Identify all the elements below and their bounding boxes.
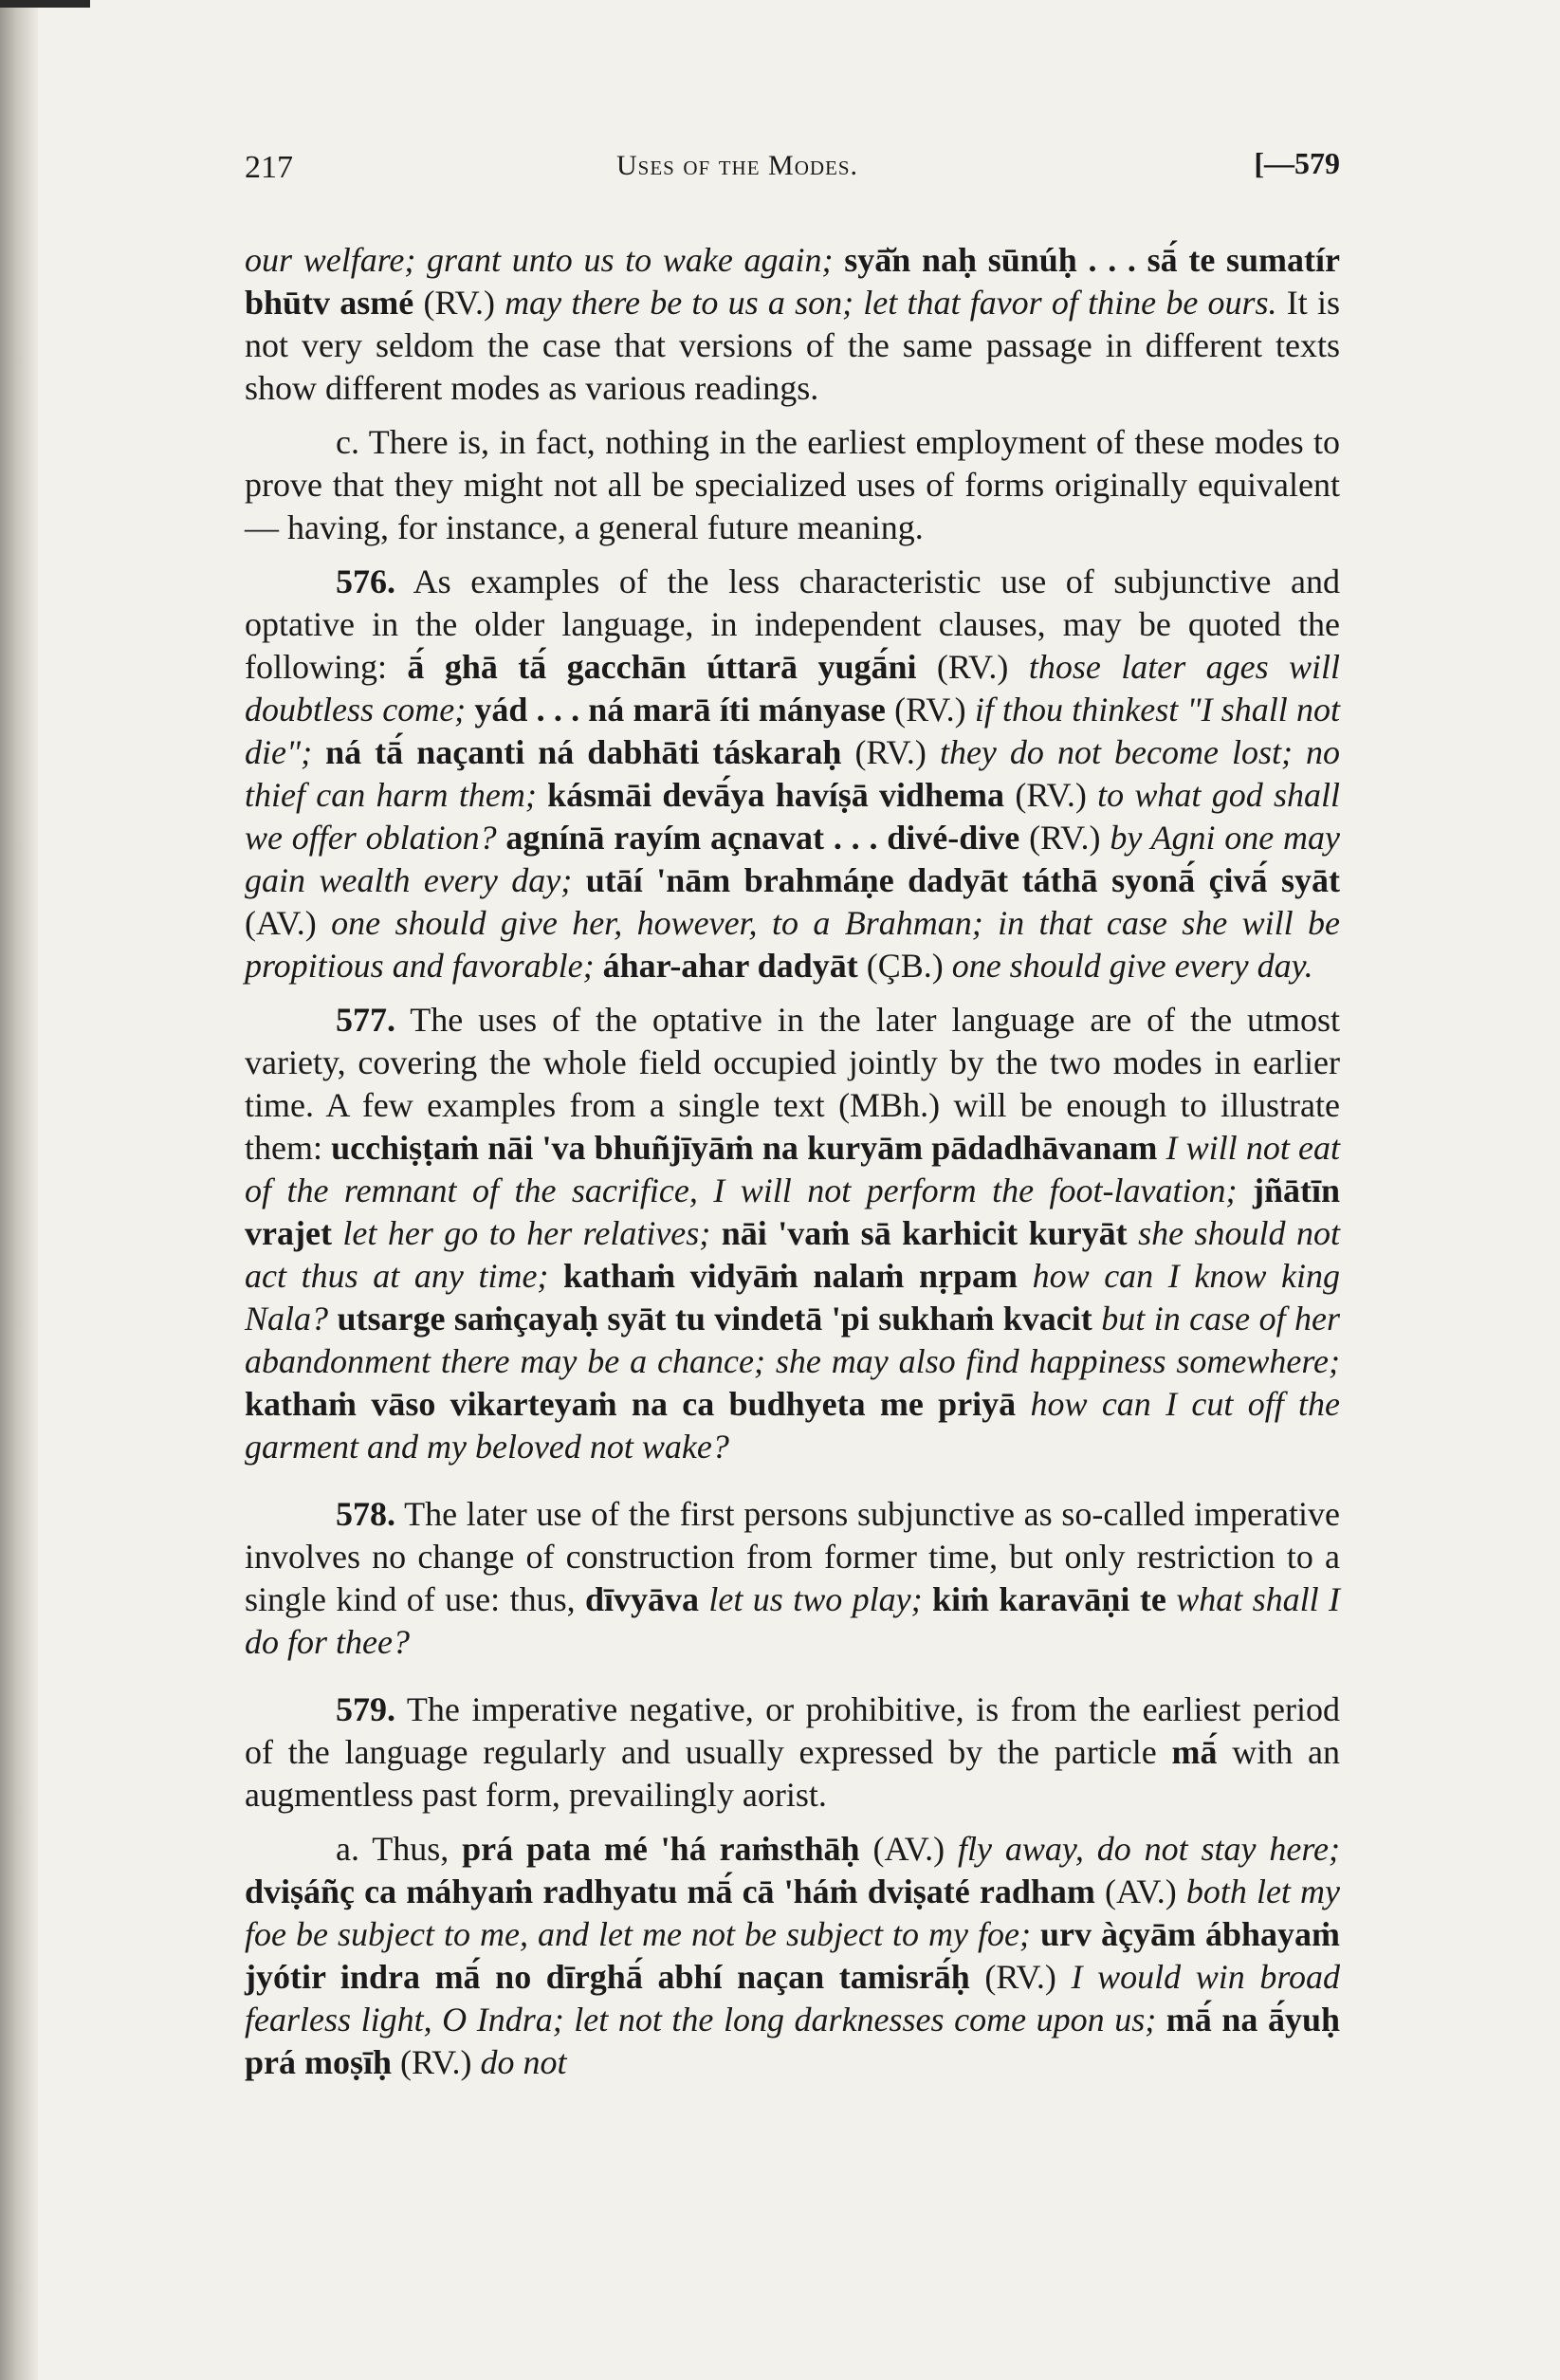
translation-text: let us two play; [708, 1580, 923, 1618]
prose-text: The later use of the first persons subjunctive as so-called imperative involves no change of construction from former time, but only restriction to a single kind of use: thus, [245, 1495, 1340, 1618]
prose-text: As examples of the less characteristic use of subjunctive and optative in the older language, in independent clauses, may be quoted the following: [245, 563, 1340, 686]
sanskrit-text: kiṁ karavāṇi te [932, 1580, 1166, 1618]
section-number: 576. [336, 563, 395, 600]
translation-text: I will not eat of the remnant of the sacrifice, I will not perform the foot-lavation; [245, 1129, 1340, 1209]
translation-text: do not [480, 2043, 567, 2081]
translation-text: they do not become lost; no thief can harm them; [245, 733, 1340, 814]
prose-text: The uses of the optative in the later language are of the utmost variety, covering the whole field occupied jointly by the two modes in earlier time. A few examples from a single text (MBh.) will be enough to illustrate them: [245, 1001, 1340, 1167]
scan-edge-mark [0, 0, 90, 8]
translation-text: one should give every day. [951, 947, 1313, 985]
paragraph-578 [245, 1493, 1340, 1664]
translation-text: how can I cut off the garment and my beloved not wake? [245, 1385, 1340, 1466]
sanskrit-text: ná tā́ naçanti ná dabhāti táskaraḥ [325, 733, 842, 771]
paragraph-continuation [245, 239, 1340, 410]
prose-text: (ÇB.) [866, 947, 944, 985]
prose-text: It is not very seldom the case that versions of the same passage in different texts show different modes as various readings. [245, 284, 1340, 407]
sanskrit-text: jñātīn vrajet [245, 1172, 1340, 1252]
book-page [245, 133, 1340, 2084]
translation-text: what shall I do for thee? [245, 1580, 1341, 1661]
translation-text: by Agni one may gain wealth every day; [245, 819, 1341, 899]
prose-text: (RV.) [1015, 776, 1087, 814]
sanskrit-text: áhar-ahar dadyāt [602, 947, 858, 985]
sanskrit-text: kathaṁ vāso vikarteyaṁ na ca budhyeta me priyā [245, 1385, 1017, 1423]
page-number: 217 [245, 150, 293, 185]
paragraph-579 [245, 1688, 1340, 1817]
paragraph-576 [245, 561, 1340, 987]
translation-text: our welfare; grant unto us to wake again; [245, 241, 834, 279]
sanskrit-text: dviṣáñç ca máhyaṁ radhyatu mā́ cā 'háṁ dviṣaté radham [245, 1873, 1095, 1910]
prose-text: (RV.) [984, 1958, 1056, 1996]
prose-text: (RV.) [854, 733, 927, 771]
sanskrit-text: mā́ [1171, 1733, 1218, 1771]
section-number: 578. [336, 1495, 395, 1533]
page-body [245, 239, 1340, 2084]
book-spine-shadow [0, 0, 38, 2380]
prose-text: (RV.) [1029, 819, 1101, 857]
translation-text: both let my foe be subject to me, and let me not be subject to my foe; [245, 1873, 1341, 1953]
translation-text: I would win broad fearless light, O Indra; let not the long darknesses come upon us; [245, 1958, 1341, 2039]
sanskrit-text: ucchiṣṭaṁ nāi 'va bhuñjīyāṁ na kuryām pādadhāvanam [331, 1129, 1158, 1167]
sanskrit-text: urv àçyām ábhayaṁ jyótir indra mā́ no dīrghā́ abhí naçan tamisrā́ḥ [245, 1915, 1341, 1996]
running-title: Uses of the Modes. [616, 150, 859, 181]
paragraph-579a [245, 1828, 1340, 2084]
sanskrit-text: syā̆n naḥ sūnúḥ . . . sā́ te sumatír bhūtv asmé [245, 241, 1340, 322]
prose-text: The imperative negative, or prohibitive, is from the earliest period of the language regularly and usually expressed by the particle [245, 1690, 1340, 1771]
paragraph-577 [245, 999, 1340, 1468]
running-header [245, 133, 1340, 190]
sanskrit-text: utāí 'nām brahmáṇe dadyāt táthā syonā́ çivā́ syāt [585, 861, 1341, 899]
translation-text: how can I know king Nala? [245, 1257, 1340, 1338]
prose-text: c. There is, in fact, nothing in the earliest employment of these modes to prove that they might not all be specialized uses of forms originally equivalent — having, for instance, a general future meaning. [245, 423, 1340, 546]
sanskrit-text: prá pata mé 'há raṁsthāḥ [462, 1830, 860, 1868]
section-number: 579. [336, 1690, 395, 1728]
prose-text: (RV.) [400, 2043, 472, 2081]
sanskrit-text: ā́ ghā tā́ gacchān úttarā yugā́ni [407, 648, 917, 686]
prose-text: with an augmentless past form, prevailingly aorist. [245, 1733, 1341, 1814]
translation-text: she should not act thus at any time; [245, 1214, 1341, 1295]
translation-text: but in case of her abandonment there may be a chance; she may also find happiness somewhere; [245, 1300, 1341, 1380]
translation-text: let her go to her relatives; [342, 1214, 711, 1252]
translation-text: to what god shall we offer oblation? [245, 776, 1341, 857]
translation-text: fly away, do not stay here; [958, 1830, 1340, 1868]
translation-text: those later ages will doubtless come; [245, 648, 1341, 729]
prose-text: (RV.) [894, 691, 966, 729]
paragraph-c [245, 421, 1340, 549]
sanskrit-text: yád . . . ná marā íti mányase [474, 691, 886, 729]
prose-text: (AV.) [1105, 1873, 1177, 1910]
translation-text: if thou thinkest "I shall not die"; [245, 691, 1341, 771]
sanskrit-text: dīvyāva [584, 1580, 700, 1618]
section-range: [—579 [1254, 146, 1340, 180]
sanskrit-text: kásmāi devā́ya havíṣā vidhema [547, 776, 1005, 814]
sanskrit-text: kathaṁ vidyāṁ nalaṁ nṛpam [563, 1257, 1018, 1295]
prose-text: a. Thus, [336, 1830, 450, 1868]
sanskrit-text: nāi 'vaṁ sā karhicit kuryāt [721, 1214, 1128, 1252]
sanskrit-text: mā́ na ā́yuḥ prá moṣīḥ [245, 2001, 1341, 2081]
prose-text: (AV.) [245, 904, 317, 942]
prose-text: (RV.) [936, 648, 1009, 686]
translation-text: one should give her, however, to a Brahman; in that case she will be propitious and favorable; [245, 904, 1341, 985]
prose-text: (AV.) [872, 1830, 945, 1868]
prose-text: (RV.) [423, 284, 495, 322]
sanskrit-text: agnínā rayím açnavat . . . divé-dive [505, 819, 1020, 857]
sanskrit-text: utsarge saṁçayaḥ syāt tu vindetā 'pi sukhaṁ kvacit [337, 1300, 1092, 1338]
section-number: 577. [336, 1001, 395, 1039]
translation-text: may there be to us a son; let that favor of thine be ours. [505, 284, 1277, 322]
